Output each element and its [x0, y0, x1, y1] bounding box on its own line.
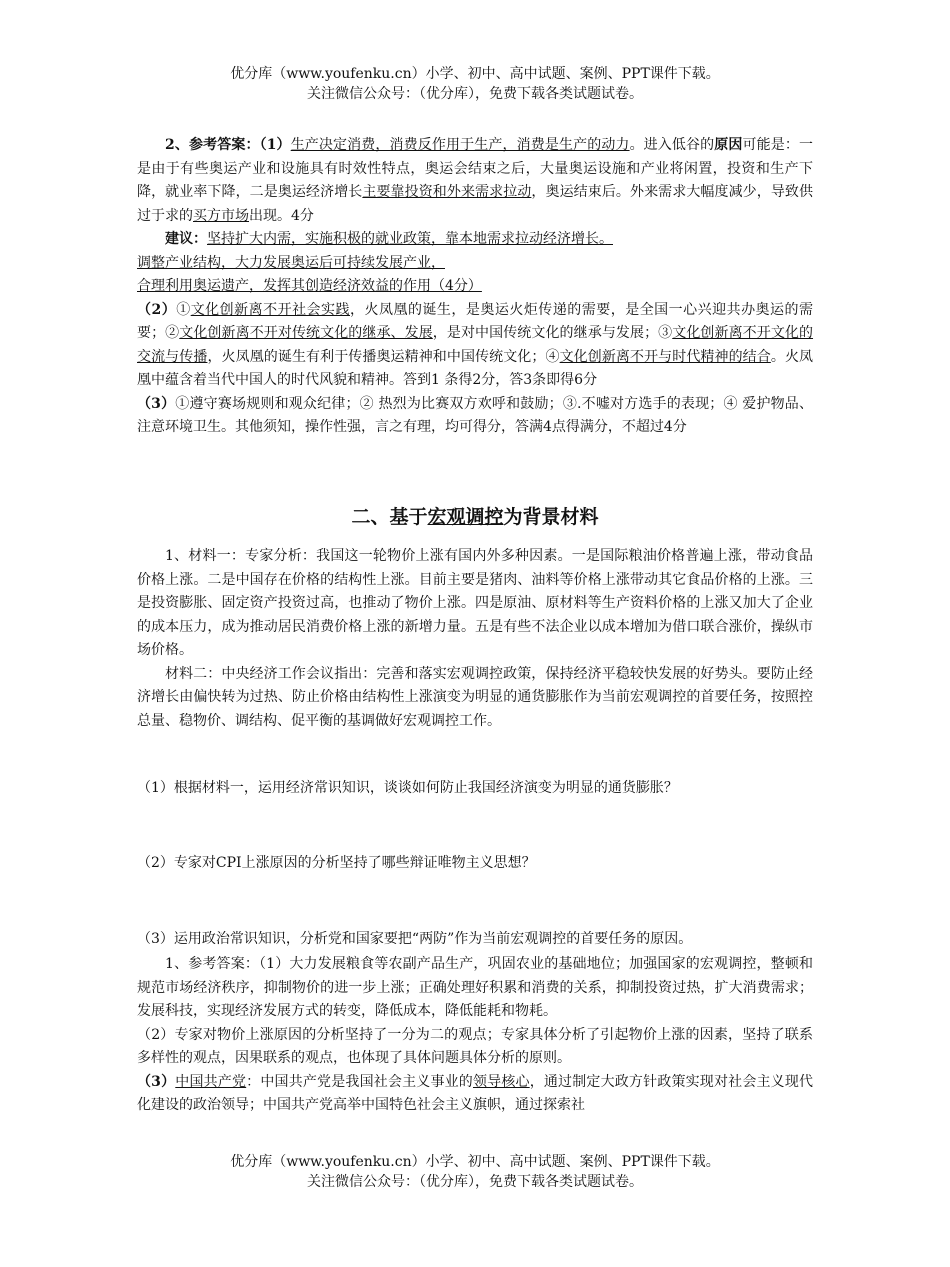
- underlined-point: 调整产业结构，大力发展奥运后可持续发展产业，: [137, 254, 445, 271]
- suggestion-line-3: [137, 275, 813, 299]
- answer-label: 2、参考答案：: [165, 137, 260, 153]
- part-number: （2）: [137, 301, 177, 318]
- page-footer-line1: 优分库（www.youfenku.cn）小学、初中、高中试题、案例、PPT课件下载。: [230, 1154, 720, 1170]
- part-number: （3）: [137, 395, 176, 412]
- section-heading: [0, 504, 950, 530]
- underlined-point: 主要靠投资和外来需求拉动: [362, 184, 532, 200]
- page-header-line1: 优分库（www.youfenku.cn）小学、初中、高中试题、案例、PPT课件下载。: [230, 66, 720, 82]
- part-number: （1）: [259, 137, 291, 153]
- underlined-point: 领导核心: [472, 1073, 530, 1090]
- underlined-point: 文化创新离不开对传统文化的继承、发展: [179, 325, 433, 341]
- answer-2-part1: [137, 134, 813, 228]
- answer-1-part1: 1、参考答案：（1）大力发展粮食等农副产品生产，巩固农业的基础地位；加强国家的宏观调控，整顿和规范市场经济秩序，抑制物价的进一步上涨；正确处理好积累和消费的关系，抑制投资过热，扩大消费需求；发展科技，实现经济发展方式的转变，降低成本，降低能耗和物耗。: [137, 956, 813, 1019]
- bold-term: 原因: [714, 137, 743, 153]
- page-footer-line2: 关注微信公众号：（优分库），免费下载各类试题试卷。: [307, 1174, 643, 1190]
- underlined-point: 中国共产党: [175, 1073, 247, 1090]
- answer-2-part2: [137, 299, 813, 393]
- underlined-point: 文化创新离不开与时代精神的结合: [559, 348, 771, 365]
- question-1: （1）根据材料一，运用经济常识知识，谈谈如何防止我国经济演变为明显的通货膨胀？: [137, 780, 678, 796]
- answer-1-part2: （2）专家对物价上涨原因的分析坚持了一分为二的观点；专家具体分析了引起物价上涨的因素，坚持了联系多样性的观点，因果联系的观点，也体现了具体问题具体分析的原则。: [137, 1026, 813, 1066]
- answer-1-part3: [137, 1071, 813, 1118]
- text-run: 。火凤凰中蕴含着当代中国人的时代风貌和精神。答到1 条得2分，答3条即得6分: [137, 348, 814, 388]
- text-run: ，火凤凰的诞生有利于传播奥运精神和中国传统文化；④: [207, 348, 560, 365]
- text-run: ，是对中国传统文化的继承与发展；③: [432, 325, 673, 341]
- heading-part: 二、基于: [351, 506, 428, 528]
- page-header-line2: 关注微信公众号：（优分库），免费下载各类试题试卷。: [307, 86, 643, 102]
- heading-underlined-part: 宏观调控: [427, 506, 504, 528]
- answer-2-block: [137, 134, 813, 440]
- underlined-point: 坚持扩大内需，实施积极的就业政策，靠本地需求拉动经济增长。: [207, 231, 613, 247]
- material-one: 1、材料一：专家分析：我国这一轮物价上涨有国内外多种因素。一是国际粮油价格普遍上涨，带动食品价格上涨。二是中国存在价格的结构性上涨。目前主要是猪肉、油料等价格上涨带动其它食品价格的上涨。三是投资膨胀、固定资产投资过高，也推动了物价上涨。四是原油、原材料等生产资料价格的上涨又加大了企业的成本压力，成为推动居民消费价格上涨的新增力量。五是有些不法企业以成本增加为借口联合涨价，操纵市场价格。: [137, 548, 813, 658]
- text-run: ，火凤凰的诞生，是奥运火炬传递的需要，是全国一心兴迎共办奥运的需要；②: [137, 301, 814, 341]
- text-run: ，通过制定大政方针政策实现对社会主义现代化建设的政治领导；中国共产党高举中国特色社会主义旗帜，通过探索社: [137, 1073, 814, 1113]
- text-run: ：中国共产党是我国社会主义事业的: [246, 1073, 473, 1090]
- underlined-point: 文化创新离不开文化的交流与传播: [137, 325, 814, 365]
- answer-2-part3: [137, 393, 813, 440]
- answer-1-block: [137, 953, 813, 1118]
- question-2: （2）专家对CPI上涨原因的分析坚持了哪些辩证唯物主义思想？: [137, 855, 536, 871]
- text-run: 出现。4分: [249, 207, 314, 224]
- suggestion-label: 建议：: [165, 231, 207, 247]
- suggestion-line-1: [137, 228, 813, 252]
- underlined-point: 买方市场: [193, 207, 249, 224]
- suggestion-line-2: [137, 252, 813, 276]
- materials-block: [137, 545, 813, 733]
- text-run: ①遵守赛场规则和观众纪律；② 热烈为比赛双方欢呼和鼓励；③.不嘘对方选手的表现；④ 爱护物品、注意环境卫生。其他须知，操作性强，言之有理，均可得分，答满4点得满分，不超过4分: [137, 395, 813, 435]
- text-run: 可能是：一是由于有些奥运产业和设施具有时效性特点，奥运会结束之后，大量奥运设施和产业将闲置，投资和生产下降，就业率下降，二是奥运经济增长: [137, 137, 814, 200]
- underlined-point: 合理利用奥运遗产，发挥其创造经济效益的作用（4分）: [137, 278, 482, 294]
- text-run: ，奥运结束后。外来需求大幅度减少，导致供过于求的: [137, 184, 814, 224]
- question-3: （3）运用政治常识知识，分析党和国家要把“两防”作为当前宏观调控的首要任务的原因。: [137, 931, 693, 947]
- material-two: 材料二：中央经济工作会议指出：完善和落实宏观调控政策，保持经济平稳较快发展的好势头。要防止经济增长由偏快转为过热、防止价格由结构性上涨演变为明显的通货膨胀作为当前宏观调控的首要任务，按照控总量、稳物价、调结构、促平衡的基调做好宏观调控工作。: [137, 665, 813, 729]
- underlined-point: 生产决定消费，消费反作用于生产，消费是生产的动力: [290, 137, 630, 153]
- text-run: 。进入低谷的: [629, 137, 715, 153]
- text-run: ①: [176, 301, 191, 318]
- underlined-point: 文化创新离不开社会实践: [190, 301, 351, 318]
- heading-part: 为背景材料: [503, 506, 599, 528]
- part-number: （3）: [137, 1073, 176, 1090]
